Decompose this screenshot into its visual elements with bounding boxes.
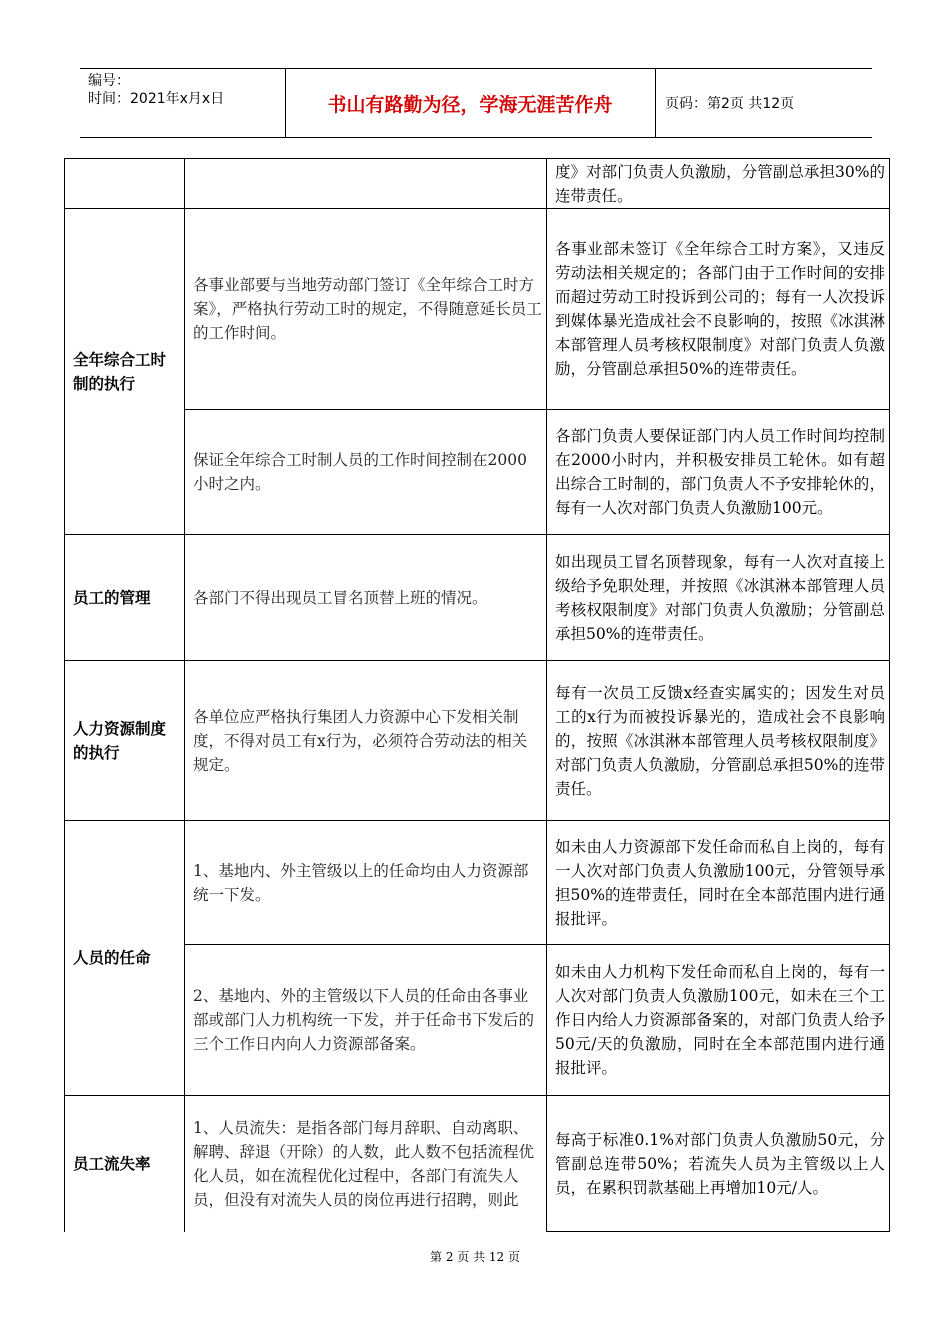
requirement-cell: 各部门不得出现员工冒名顶替上班的情况。 — [185, 535, 547, 661]
requirement-cell — [185, 159, 547, 209]
penalty-cell: 如未由人力资源部下发任命而私自上岗的，每有一人次对部门负责人负激励100元，分管领导承担50%的连带责任，同时在全本部范围内进行通报批评。 — [547, 821, 890, 945]
table-row — [65, 159, 890, 209]
penalty-cell: 每高于标准0.1%对部门负责人负激励50元，分管副总连带50%；若流失人员为主管级以上人员，在累积罚款基础上再增加10元/人。 — [547, 1096, 890, 1232]
penalty-cell: 如出现员工冒名顶替现象，每有一人次对直接上级给予免职处理，并按照《冰淇淋本部管理人员考核权限制度》对部门负责人负激励；分管副总承担50%的连带责任。 — [547, 535, 890, 661]
table-row — [65, 821, 890, 945]
header-separator — [655, 68, 656, 138]
category-cell: 人员的任命 — [65, 821, 185, 1096]
requirement-cell: 保证全年综合工时制人员的工作时间控制在2000小时之内。 — [185, 410, 547, 535]
table-row — [65, 535, 890, 661]
table-row — [65, 209, 890, 410]
page-footer: 第 2 页 共 12 页 — [430, 1250, 520, 1264]
requirement-cell: 1、人员流失：是指各部门每月辞职、自动离职、解聘、辞退（开除）的人数，此人数不包括流程优化人员，如在流程优化过程中，各部门有流失人员，但没有对流失人员的岗位再进行招聘，则此 — [185, 1096, 547, 1232]
category-cell: 人力资源制度的执行 — [65, 661, 185, 821]
requirement-cell: 2、基地内、外的主管级以下人员的任命由各事业部或部门人力机构统一下发，并于任命书下发后的三个工作日内向人力资源部备案。 — [185, 945, 547, 1096]
assessment-table — [64, 158, 890, 1232]
table-row — [65, 1096, 890, 1232]
page-header — [80, 68, 872, 138]
document-number: 编号： — [88, 73, 130, 89]
penalty-cell: 每有一次员工反馈x经查实属实的；因发生对员工的x行为而被投诉暴光的，造成社会不良影响的，按照《冰淇淋本部管理人员考核权限制度》对部门负责人负激励，分管副总承担50%的连带责任。 — [547, 661, 890, 821]
table-row — [65, 945, 890, 1096]
penalty-cell: 度》对部门负责人负激励，分管副总承担30%的连带责任。 — [547, 159, 890, 209]
requirement-cell: 各事业部要与当地劳动部门签订《全年综合工时方案》，严格执行劳动工时的规定，不得随意延长员工的工作时间。 — [185, 209, 547, 410]
penalty-cell: 如未由人力机构下发任命而私自上岗的，每有一人次对部门负责人负激励100元，如未在三个工作日内给人力资源部备案的，对部门负责人给予50元/天的负激励，同时在全本部范围内进行通报批评。 — [547, 945, 890, 1096]
category-cell — [65, 159, 185, 209]
header-meta — [88, 72, 224, 108]
category-cell: 员工的管理 — [65, 535, 185, 661]
category-cell: 员工流失率 — [65, 1096, 185, 1232]
penalty-cell: 各部门负责人要保证部门内人员工作时间均控制在2000小时内，并积极安排员工轮休。如有超出综合工时制的，部门负责人不予安排轮休的，每有一人次对部门负责人负激励100元。 — [547, 410, 890, 535]
category-cell: 全年综合工时制的执行 — [65, 209, 185, 535]
table-row — [65, 661, 890, 821]
table-row — [65, 410, 890, 535]
page-info: 页码：第2页 共12页 — [665, 96, 795, 112]
requirement-cell: 各单位应严格执行集团人力资源中心下发相关制度，不得对员工有x行为，必须符合劳动法的相关规定。 — [185, 661, 547, 821]
penalty-cell: 各事业部未签订《全年综合工时方案》，又违反劳动法相关规定的；各部门由于工作时间的安排而超过劳动工时投诉到公司的；每有一人次投诉到媒体暴光造成社会不良影响的，按照《冰淇淋本部管理人员考核权限制度》对部门负责人负激励，分管副总承担50%的连带责任。 — [547, 209, 890, 410]
document-date: 时间：2021年x月x日 — [88, 91, 225, 107]
header-motto: 书山有路勤为径，学海无涯苦作舟 — [327, 93, 613, 116]
requirement-cell: 1、基地内、外主管级以上的任命均由人力资源部统一下发。 — [185, 821, 547, 945]
